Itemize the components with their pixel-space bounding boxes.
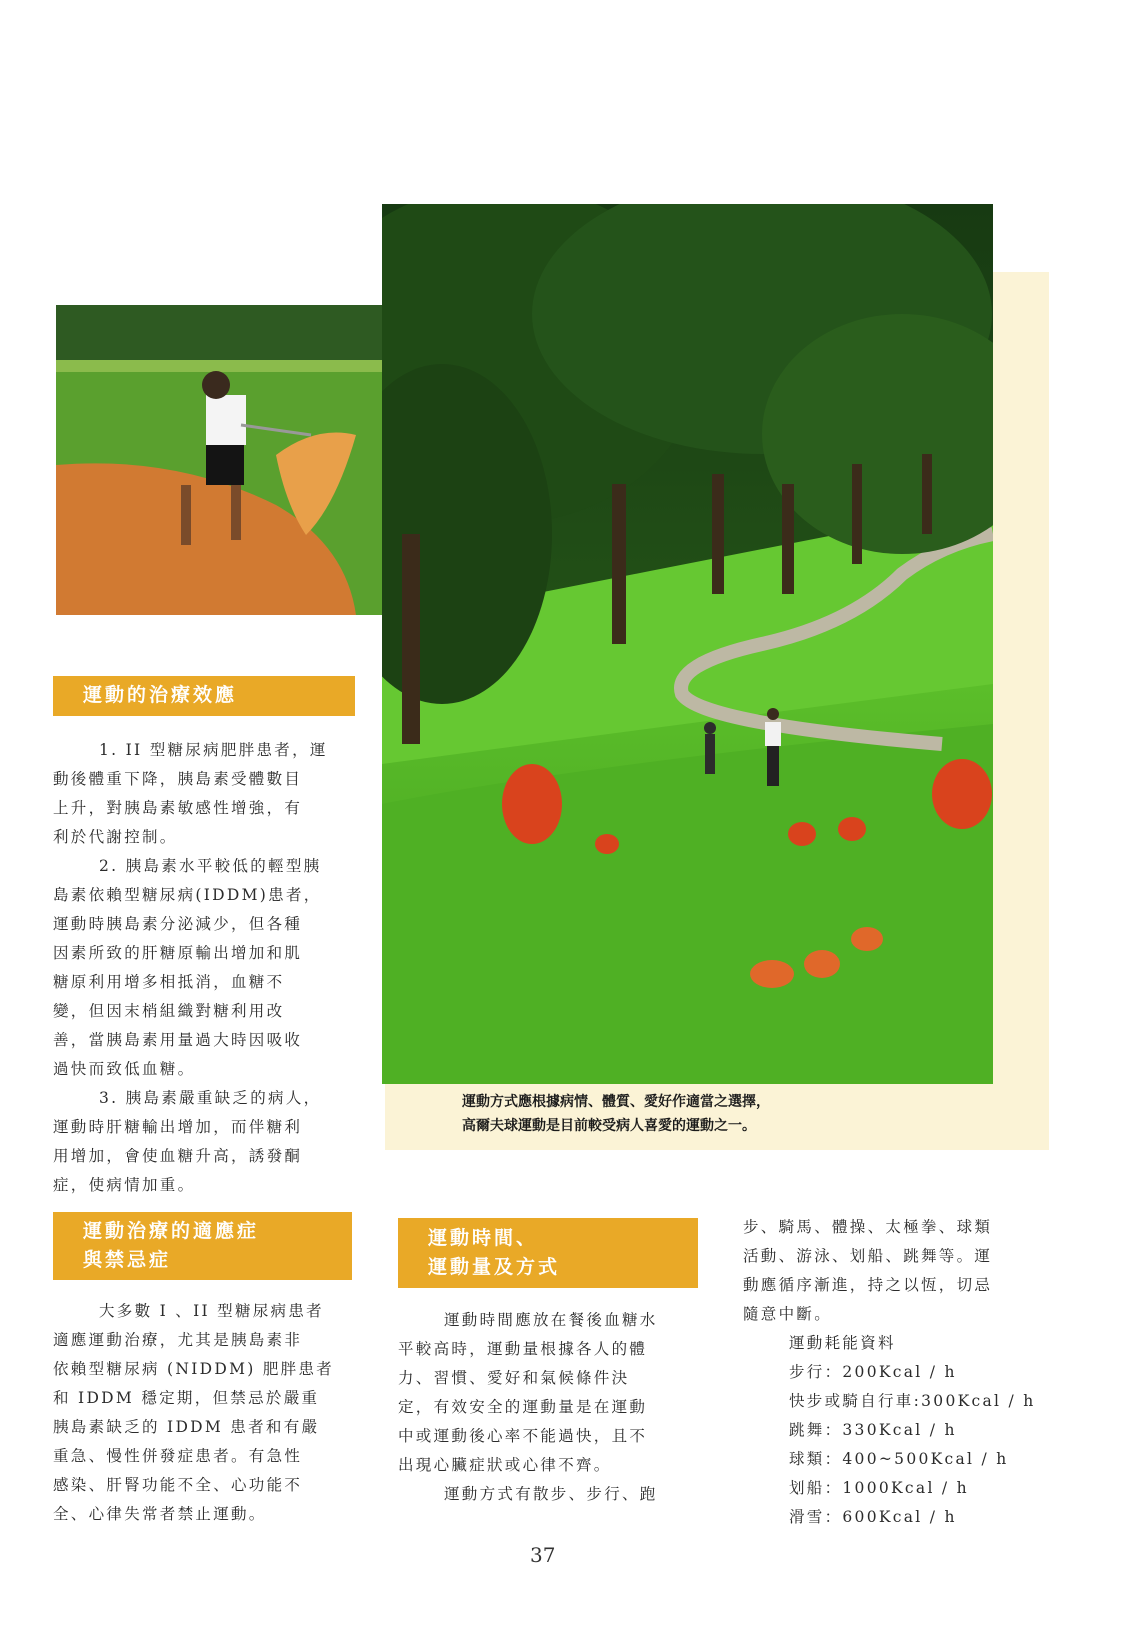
body-line: 運動時間應放在餐後血糖水 bbox=[444, 1311, 658, 1329]
body-line: 因素所致的肝糖原輸出增加和肌 bbox=[53, 944, 303, 962]
body-line: 過快而致低血糖。 bbox=[53, 1060, 196, 1078]
page-number: 37 bbox=[530, 1543, 556, 1567]
section-heading-indications bbox=[53, 1212, 352, 1280]
body-line: 重急、慢性併發症患者。有急性 bbox=[53, 1447, 303, 1465]
body-line: 3. 胰島素嚴重缺乏的病人， bbox=[99, 1089, 322, 1107]
golf-course-photo bbox=[382, 204, 993, 1084]
body-line: 運動時肝糖輸出增加，而伴糖利 bbox=[53, 1118, 303, 1136]
body-line: 中或運動後心率不能過快，且不 bbox=[398, 1427, 648, 1445]
section3-body bbox=[398, 1306, 698, 1509]
photo-caption bbox=[462, 1090, 1022, 1138]
body-line: 上升，對胰島素敏感性增強，有 bbox=[53, 799, 303, 817]
energy-item: 快步或騎自行車:300Kcal / h bbox=[789, 1392, 1036, 1410]
body-line: 動後體重下降，胰島素受體數目 bbox=[53, 770, 303, 788]
body-line: 動應循序漸進，持之以恆，切忌 bbox=[743, 1276, 993, 1294]
body-line: 胰島素缺乏的 IDDM 患者和有嚴 bbox=[53, 1418, 320, 1436]
energy-item: 划船：1000Kcal / h bbox=[789, 1479, 969, 1497]
heading-text: 與禁忌症 bbox=[83, 1249, 172, 1271]
body-line: 用增加，會使血糖升高，誘發酮 bbox=[53, 1147, 303, 1165]
body-line: 1. II 型糖尿病肥胖患者，運 bbox=[99, 741, 328, 759]
body-line: 症，使病情加重。 bbox=[53, 1176, 196, 1194]
body-line: 大多數 I 、II 型糖尿病患者 bbox=[99, 1302, 324, 1320]
heading-text: 運動時間、 bbox=[428, 1227, 539, 1249]
body-line: 變，但因末梢組織對糖利用改 bbox=[53, 1002, 285, 1020]
body-line: 糖原利用增多相抵消，血糖不 bbox=[53, 973, 285, 991]
energy-title: 運動耗能資料 bbox=[789, 1334, 896, 1352]
heading-text: 運動量及方式 bbox=[428, 1256, 561, 1278]
body-line: 島素依賴型糖尿病(IDDM)患者， bbox=[53, 886, 322, 904]
body-line: 平較高時，運動量根據各人的體 bbox=[398, 1340, 648, 1358]
energy-item: 滑雪：600Kcal / h bbox=[789, 1508, 957, 1526]
golfer-bunker-photo bbox=[56, 305, 382, 615]
body-line: 利於代謝控制。 bbox=[53, 828, 178, 846]
body-line: 和 IDDM 穩定期，但禁忌於嚴重 bbox=[53, 1389, 320, 1407]
body-line: 運動方式有散步、步行、跑 bbox=[444, 1485, 658, 1503]
body-line: 出現心臟症狀或心律不齊。 bbox=[398, 1456, 612, 1474]
body-line: 依賴型糖尿病 (NIDDM) 肥胖患者 bbox=[53, 1360, 335, 1378]
body-line: 善，當胰島素用量過大時因吸收 bbox=[53, 1031, 303, 1049]
energy-item: 球類：400~500Kcal / h bbox=[789, 1450, 1009, 1468]
section-heading-exercise-time bbox=[398, 1218, 698, 1288]
energy-item: 步行：200Kcal / h bbox=[789, 1363, 957, 1381]
body-line: 運動時胰島素分泌減少，但各種 bbox=[53, 915, 303, 933]
body-line: 活動、游泳、划船、跳舞等。運 bbox=[743, 1247, 993, 1265]
column3-body bbox=[743, 1213, 1047, 1532]
body-line: 適應運動治療，尤其是胰島素非 bbox=[53, 1331, 303, 1349]
body-line: 定，有效安全的運動量是在運動 bbox=[398, 1398, 648, 1416]
section1-body bbox=[53, 736, 355, 1200]
heading-text: 運動的治療效應 bbox=[83, 684, 238, 706]
body-line: 感染、肝腎功能不全、心功能不 bbox=[53, 1476, 303, 1494]
body-line: 2. 胰島素水平較低的輕型胰 bbox=[99, 857, 322, 875]
section-heading-therapeutic-effects bbox=[53, 676, 355, 716]
caption-line: 高爾夫球運動是目前較受病人喜愛的運動之一。 bbox=[462, 1118, 756, 1134]
body-line: 隨意中斷。 bbox=[743, 1305, 833, 1323]
body-line: 力、習慣、愛好和氣候條件決 bbox=[398, 1369, 630, 1387]
body-line: 全、心律失常者禁止運動。 bbox=[53, 1505, 267, 1523]
section2-body bbox=[53, 1297, 355, 1529]
caption-line: 運動方式應根據病情、體質、愛好作適當之選擇， bbox=[462, 1094, 770, 1110]
heading-text: 運動治療的適應症 bbox=[83, 1220, 260, 1242]
body-line: 步、騎馬、體操、太極拳、球類 bbox=[743, 1218, 993, 1236]
energy-item: 跳舞：330Kcal / h bbox=[789, 1421, 957, 1439]
